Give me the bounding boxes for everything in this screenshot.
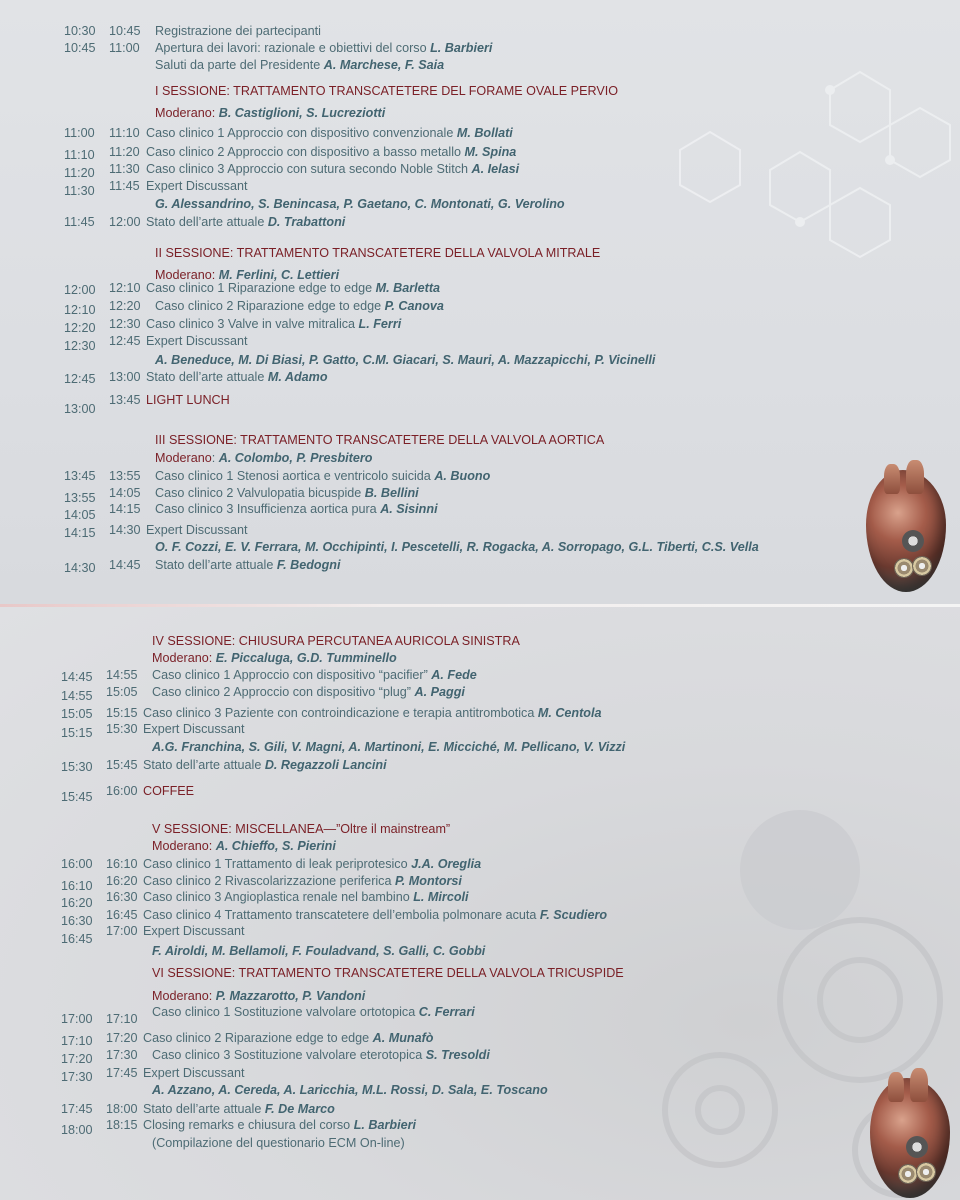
row-text-container	[146, 160, 519, 178]
start-time: 12:00	[64, 283, 96, 297]
speaker-name: M. Adamo	[267, 370, 328, 384]
end-time: 16:20	[106, 874, 138, 888]
activity-text: Closing remarks e chiusura del corso	[143, 1118, 354, 1132]
moderators-line	[152, 837, 336, 855]
end-time: 11:45	[109, 179, 140, 193]
row-text-container	[155, 556, 341, 574]
end-time: 12:45	[109, 334, 141, 348]
end-time: 14:05	[109, 486, 141, 500]
start-time: 16:45	[61, 932, 93, 946]
discussants-names: A. Beneduce, M. Di Biasi, P. Gatto, C.M. Giacari, S. Mauri, A. Mazzapicchi, P. Vicinelli	[155, 353, 656, 367]
activity-text: Stato dell’arte attuale	[146, 370, 268, 384]
start-time: 11:00	[64, 126, 95, 140]
row-text-container	[146, 143, 516, 161]
activity-text: Stato dell’arte attuale	[155, 558, 277, 572]
row-text-container	[146, 279, 440, 297]
moderators-label: Moderano:	[155, 268, 219, 282]
end-time: 15:15	[106, 706, 138, 720]
start-time: 13:00	[64, 402, 96, 416]
end-time: 18:15	[106, 1118, 138, 1132]
activity-text: Caso clinico 1 Approccio con dispositivo convenzionale	[146, 126, 457, 140]
row-text-container	[143, 855, 481, 873]
row-text-container	[143, 756, 387, 774]
moderators-names: A. Chieffo, S. Pierini	[215, 839, 336, 853]
moderators-names: B. Castiglioni, S. Lucreziotti	[218, 106, 386, 120]
activity-text: Saluti da parte del Presidente	[155, 58, 324, 72]
session-title: I SESSIONE: TRATTAMENTO TRANSCATETERE DEL FORAME OVALE PERVIO	[155, 84, 619, 98]
end-time: 17:30	[106, 1048, 138, 1062]
row-text-container	[146, 213, 345, 231]
end-time: 11:30	[109, 162, 140, 176]
activity-text: Caso clinico 1 Sostituzione valvolare ortotopica	[152, 1005, 419, 1019]
session-title: II SESSIONE: TRATTAMENTO TRANSCATETERE DELLA VALVOLA MITRALE	[155, 246, 601, 260]
activity-text: Caso clinico 3 Valve in valve mitralica	[146, 317, 359, 331]
end-time: 13:00	[109, 370, 141, 384]
end-time: 14:45	[109, 558, 141, 572]
end-time: 11:10	[109, 126, 140, 140]
moderators-names: M. Ferlini, C. Lettieri	[218, 268, 340, 282]
end-time: 11:20	[109, 145, 140, 159]
row-text-container	[146, 368, 328, 386]
start-time: 12:10	[64, 303, 96, 317]
speaker-name: L. Mircoli	[413, 890, 469, 904]
row-text-container	[143, 888, 469, 906]
end-time: 13:45	[109, 393, 141, 407]
start-time: 14:55	[61, 689, 93, 703]
speaker-name: A. Fede	[431, 668, 477, 682]
speaker-name: F. De Marco	[264, 1102, 335, 1116]
speaker-name: M. Bollati	[456, 126, 513, 140]
start-time: 12:20	[64, 321, 96, 335]
start-time: 16:10	[61, 879, 93, 893]
activity-text: Registrazione dei partecipanti	[155, 24, 321, 38]
session-title: V SESSIONE: MISCELLANEA—”Oltre il mainstream”	[152, 822, 451, 836]
activity-text: Caso clinico 4 Trattamento transcatetere dell’embolia polmonare acuta	[143, 908, 540, 922]
row-text-container	[152, 1046, 490, 1064]
activity-text: Caso clinico 2 Riparazione edge to edge	[155, 299, 385, 313]
moderators-label: Moderano	[155, 451, 212, 465]
start-time: 11:20	[64, 166, 95, 180]
start-time: 10:30	[64, 24, 96, 38]
start-time: 10:45	[64, 41, 96, 55]
activity-text: Expert Discussant	[146, 179, 248, 193]
end-time: 14:55	[106, 668, 138, 682]
row-text-container	[155, 39, 492, 57]
start-time: 17:00	[61, 1012, 93, 1026]
start-time: 14:05	[64, 508, 96, 522]
speaker-name: P. Montorsi	[394, 874, 462, 888]
activity-text: Caso clinico 3 Approccio con sutura secondo Noble Stitch	[146, 162, 472, 176]
row-text-container	[155, 500, 438, 518]
row-text-container	[152, 1003, 475, 1021]
activity-text: Caso clinico 2 Approccio con dispositivo a basso metallo	[146, 145, 465, 159]
start-time: 17:30	[61, 1070, 93, 1084]
speaker-name: A. Ielasi	[471, 162, 520, 176]
start-time: 12:30	[64, 339, 96, 353]
activity-text: Stato dell’arte attuale	[146, 215, 268, 229]
row-text-container	[155, 467, 490, 485]
speaker-name: F. Scudiero	[539, 908, 608, 922]
break-label: LIGHT LUNCH	[146, 393, 230, 407]
end-time: 10:45	[109, 24, 141, 38]
row-text-container	[155, 22, 321, 40]
activity-text: Expert Discussant	[146, 523, 248, 537]
activity-text: Caso clinico 3 Angioplastica renale nel bambino	[143, 890, 414, 904]
start-time: 11:45	[64, 215, 95, 229]
activity-text: Caso clinico 2 Riparazione edge to edge	[143, 1031, 373, 1045]
start-time: 13:55	[64, 491, 96, 505]
speaker-name: F. Bedogni	[276, 558, 341, 572]
end-time: 17:00	[106, 924, 138, 938]
speaker-name: L. Ferri	[358, 317, 402, 331]
row-text-container	[143, 1029, 434, 1047]
start-time: 12:45	[64, 372, 96, 386]
end-time: 16:00	[106, 784, 138, 798]
row-text-container	[152, 683, 465, 701]
start-time: 14:30	[64, 561, 96, 575]
discussants-names: A.G. Franchina, S. Gili, V. Magni, A. Martinoni, E. Micciché, M. Pellicano, V. Vizzi	[152, 740, 626, 754]
start-time: 16:00	[61, 857, 93, 871]
end-time: 17:10	[106, 1012, 138, 1026]
discussants-names: A. Azzano, A. Cereda, A. Laricchia, M.L. Rossi, D. Sala, E. Toscano	[152, 1083, 548, 1097]
row-text-container	[152, 666, 477, 684]
start-time: 11:30	[64, 184, 95, 198]
end-time: 15:45	[106, 758, 138, 772]
moderators-line	[152, 649, 397, 667]
end-time: 17:45	[106, 1066, 138, 1080]
start-time: 18:00	[61, 1123, 93, 1137]
speaker-name: A. Sisinni	[380, 502, 438, 516]
activity-text: Caso clinico 3 Paziente con controindicazione e terapia antitrombotica	[143, 706, 538, 720]
speaker-name: D. Trabattoni	[267, 215, 346, 229]
end-time: 14:15	[109, 502, 141, 516]
activity-text: Stato dell’arte attuale	[143, 1102, 265, 1116]
speaker-name: D. Regazzoli Lancini	[264, 758, 387, 772]
moderators-label: Moderano:	[155, 106, 219, 120]
start-time: 15:45	[61, 790, 93, 804]
activity-text: Caso clinico 2 Rivascolarizzazione periferica	[143, 874, 395, 888]
end-time: 11:00	[109, 41, 140, 55]
break-label: COFFEE	[143, 784, 195, 798]
end-time: 15:30	[106, 722, 138, 736]
start-time: 15:15	[61, 726, 93, 740]
activity-text: Caso clinico 1 Riparazione edge to edge	[146, 281, 376, 295]
start-time: 11:10	[64, 148, 95, 162]
moderators-names: E. Piccaluga, G.D. Tumminello	[215, 651, 397, 665]
start-time: 15:05	[61, 707, 93, 721]
speaker-name: C. Ferrari	[418, 1005, 475, 1019]
activity-text: Expert Discussant	[146, 334, 248, 348]
moderators-line	[155, 449, 372, 467]
moderators-label: Moderano:	[152, 651, 216, 665]
speaker-name: A. Paggi	[414, 685, 465, 699]
discussants-names: G. Alessandrino, S. Benincasa, P. Gaetano, C. Montonati, G. Verolino	[155, 197, 565, 211]
row-text-container	[146, 315, 401, 333]
start-time: 14:45	[61, 670, 93, 684]
speaker-name: A. Munafò	[372, 1031, 434, 1045]
moderators-colon: :	[211, 451, 219, 465]
moderators-label: Moderano:	[152, 989, 216, 1003]
start-time: 13:45	[64, 469, 96, 483]
page-divider	[0, 604, 960, 607]
start-time: 16:30	[61, 914, 93, 928]
end-time: 18:00	[106, 1102, 138, 1116]
start-time: 17:45	[61, 1102, 93, 1116]
activity-text: Caso clinico 3 Insufficienza aortica pura	[155, 502, 381, 516]
session-title: III SESSIONE: TRATTAMENTO TRANSCATETERE DELLA VALVOLA AORTICA	[155, 433, 605, 447]
end-time: 12:20	[109, 299, 141, 313]
activity-text: Expert Discussant	[143, 924, 245, 938]
activity-text: Expert Discussant	[143, 1066, 245, 1080]
activity-text: Caso clinico 1 Stenosi aortica e ventricolo suicida	[155, 469, 435, 483]
activity-text: Apertura dei lavori: razionale e obiettivi del corso	[155, 41, 431, 55]
start-time: 17:10	[61, 1034, 93, 1048]
activity-text: Expert Discussant	[143, 722, 245, 736]
row-text-container	[143, 1116, 416, 1134]
speaker-name: M. Barletta	[375, 281, 441, 295]
moderators-line	[155, 104, 385, 122]
speaker-name: L. Barbieri	[430, 41, 493, 55]
speaker-name: A. Marchese, F. Saia	[323, 58, 445, 72]
end-time: 12:30	[109, 317, 141, 331]
speaker-name: B. Bellini	[364, 486, 419, 500]
start-time: 16:20	[61, 896, 93, 910]
speaker-name: S. Tresoldi	[425, 1048, 490, 1062]
discussants-names: F. Airoldi, M. Bellamoli, F. Fouladvand, S. Galli, C. Gobbi	[152, 944, 486, 958]
row-text-container	[146, 124, 513, 142]
activity-text: Stato dell’arte attuale	[143, 758, 265, 772]
moderators-names: P. Mazzarotto, P. Vandoni	[215, 989, 366, 1003]
activity-text: Caso clinico 1 Trattamento di leak periprotesico	[143, 857, 412, 871]
activity-text: Caso clinico 1 Approccio con dispositivo “pacifier”	[152, 668, 432, 682]
end-time: 15:05	[106, 685, 138, 699]
start-time: 15:30	[61, 760, 93, 774]
end-time: 16:45	[106, 908, 138, 922]
start-time: 14:15	[64, 526, 96, 540]
end-time: 16:30	[106, 890, 138, 904]
session-title: VI SESSIONE: TRATTAMENTO TRANSCATETERE DELLA VALVOLA TRICUSPIDE	[152, 966, 624, 980]
activity-text: Caso clinico 2 Valvulopatia bicuspide	[155, 486, 365, 500]
speaker-name: P. Canova	[384, 299, 444, 313]
speaker-name: J.A. Oreglia	[411, 857, 482, 871]
activity-text: Caso clinico 2 Approccio con dispositivo “plug”	[152, 685, 415, 699]
start-time: 17:20	[61, 1052, 93, 1066]
moderators-label: Moderano:	[152, 839, 216, 853]
end-time: 14:30	[109, 523, 141, 537]
speaker-name: M. Spina	[464, 145, 517, 159]
end-time: 16:10	[106, 857, 138, 871]
activity-text: Caso clinico 3 Sostituzione valvolare eterotopica	[152, 1048, 426, 1062]
end-time: 13:55	[109, 469, 141, 483]
session-title: IV SESSIONE: CHIUSURA PERCUTANEA AURICOLA SINISTRA	[152, 634, 520, 648]
end-time: 12:00	[109, 215, 141, 229]
speaker-name: M. Centola	[537, 706, 602, 720]
end-time: 17:20	[106, 1031, 138, 1045]
discussants-names: O. F. Cozzi, E. V. Ferrara, M. Occhipinti, I. Pescetelli, R. Rogacka, A. Sorropago, G.L. Tiberti, C.S. Vella	[155, 540, 759, 554]
moderators-names: A. Colombo, P. Presbitero	[218, 451, 373, 465]
row-text-container	[155, 297, 444, 315]
row-text-container	[155, 56, 444, 74]
speaker-name: L. Barbieri	[353, 1118, 416, 1132]
speaker-name: A. Buono	[434, 469, 491, 483]
ecm-note: (Compilazione del questionario ECM On-line)	[152, 1136, 405, 1150]
end-time: 12:10	[109, 281, 141, 295]
